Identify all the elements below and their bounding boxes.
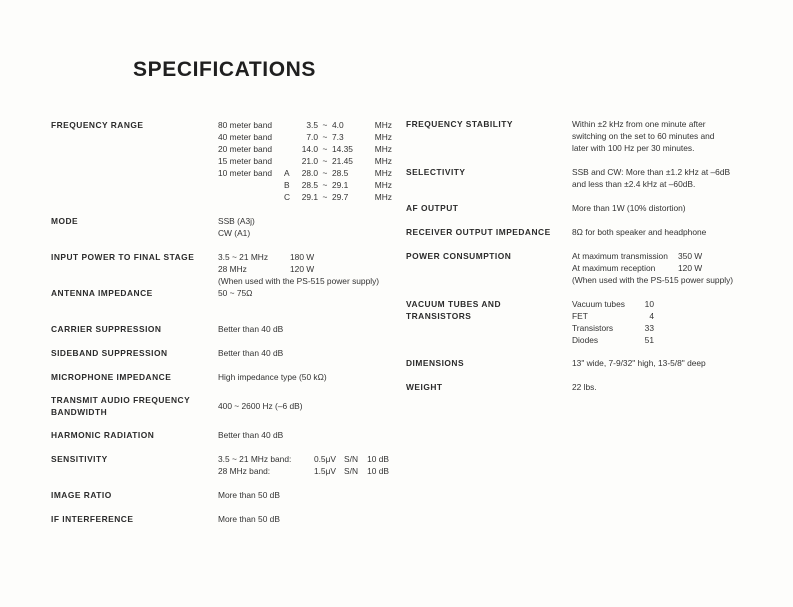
band-unit: MHz xyxy=(374,192,392,202)
frequency-range-label: FREQUENCY RANGE xyxy=(51,120,144,130)
transmit-audio-label-line: BANDWIDTH xyxy=(51,407,108,417)
band-separator: ~ xyxy=(322,156,328,166)
input-power-note: (When used with the PS-515 power supply) xyxy=(218,276,380,286)
vacuum-tubes-label xyxy=(406,298,501,322)
tube-row xyxy=(572,298,654,310)
band-segment: B xyxy=(284,180,290,190)
dimensions-value: 13" wide, 7-9/32" high, 13-5/8" deep xyxy=(572,358,706,368)
transmit-audio-label-line: TRANSMIT AUDIO FREQUENCY xyxy=(51,395,191,405)
dimensions-label: DIMENSIONS xyxy=(406,358,465,368)
transmit-audio-value: 400 ~ 2600 Hz (–6 dB) xyxy=(218,401,303,411)
sensitivity-level: 0.5μV xyxy=(313,454,336,464)
frequency-stability-line: later with 100 Hz per 30 minutes. xyxy=(572,143,695,153)
frequency-band-row xyxy=(218,191,392,203)
band-unit: MHz xyxy=(374,132,392,142)
band-low: 21.0 xyxy=(301,156,318,166)
band-high: 29.7 xyxy=(332,192,349,202)
band-name xyxy=(218,179,284,191)
page-title: SPECIFICATIONS xyxy=(133,58,317,81)
af-output-value: More than 1W (10% distortion) xyxy=(572,203,686,213)
sensitivity-sn: S/N xyxy=(344,454,358,464)
selectivity-line: SSB and CW: More than ±1.2 kHz at –6dB xyxy=(572,167,731,177)
sideband-suppression-label: SIDEBAND SUPPRESSION xyxy=(51,348,168,358)
band-name: 20 meter band xyxy=(218,144,273,154)
if-interference-label: IF INTERFERENCE xyxy=(51,514,134,524)
power-consumption-desc: At maximum reception xyxy=(572,263,656,273)
band-segment xyxy=(284,119,298,131)
frequency-band-row xyxy=(218,119,392,131)
input-power-freq: 3.5 ~ 21 MHz xyxy=(218,252,269,262)
mode-label: MODE xyxy=(51,216,79,226)
frequency-range-table xyxy=(218,119,392,203)
frequency-stability-value xyxy=(572,118,744,154)
vacuum-tubes-table xyxy=(572,298,654,346)
frequency-band-row xyxy=(218,179,392,191)
sensitivity-db: 10 dB xyxy=(367,466,389,476)
tube-name: Diodes xyxy=(572,335,599,345)
microphone-impedance-label: MICROPHONE IMPEDANCE xyxy=(51,372,172,382)
band-segment xyxy=(284,131,298,143)
input-power-row xyxy=(218,251,379,263)
receiver-output-impedance-value: 8Ω for both speaker and headphone xyxy=(572,227,707,237)
frequency-band-row xyxy=(218,155,392,167)
band-low: 29.1 xyxy=(301,192,318,202)
sensitivity-sn: S/N xyxy=(344,466,358,476)
band-name: 15 meter band xyxy=(218,156,273,166)
sensitivity-row xyxy=(218,453,389,465)
band-low: 28.0 xyxy=(301,168,318,178)
carrier-suppression-value: Better than 40 dB xyxy=(218,324,284,334)
band-segment xyxy=(284,155,298,167)
vacuum-tubes-label-line: VACUUM TUBES AND xyxy=(406,299,502,309)
carrier-suppression-label: CARRIER SUPPRESSION xyxy=(51,324,162,334)
selectivity-line: and less than ±2.4 kHz at –60dB. xyxy=(572,179,696,189)
receiver-output-impedance-label: RECEIVER OUTPUT IMPEDANCE xyxy=(406,227,551,237)
image-ratio-label: IMAGE RATIO xyxy=(51,490,112,500)
band-unit: MHz xyxy=(374,144,392,154)
band-separator: ~ xyxy=(322,132,328,142)
tube-count: 10 xyxy=(644,299,654,309)
band-separator: ~ xyxy=(322,192,328,202)
power-consumption-row xyxy=(572,250,733,262)
tube-count: 4 xyxy=(649,311,654,321)
harmonic-radiation-value: Better than 40 dB xyxy=(218,430,284,440)
input-power-freq: 28 MHz xyxy=(218,264,247,274)
frequency-band-row xyxy=(218,167,392,179)
tube-count: 33 xyxy=(644,323,654,333)
band-segment: C xyxy=(284,192,291,202)
band-high: 29.1 xyxy=(332,180,349,190)
band-separator: ~ xyxy=(322,168,328,178)
tube-row xyxy=(572,322,654,334)
tube-row xyxy=(572,334,654,346)
image-ratio-value: More than 50 dB xyxy=(218,490,280,500)
band-high: 7.3 xyxy=(332,132,344,142)
frequency-stability-label: FREQUENCY STABILITY xyxy=(406,119,513,129)
frequency-stability-line: Within ±2 kHz from one minute after xyxy=(572,119,706,129)
mode-line: CW (A1) xyxy=(218,228,251,238)
sensitivity-table xyxy=(218,453,389,477)
band-segment xyxy=(284,143,298,155)
transmit-audio-label xyxy=(51,394,190,418)
input-power-table xyxy=(218,251,379,287)
power-consumption-row xyxy=(572,262,733,274)
frequency-band-row xyxy=(218,143,392,155)
band-unit: MHz xyxy=(374,180,392,190)
frequency-stability-line: switching on the set to 60 minutes and xyxy=(572,131,715,141)
power-consumption-watts: 350 W xyxy=(678,251,703,261)
tube-name: FET xyxy=(572,311,588,321)
mode-line: SSB (A3j) xyxy=(218,216,255,226)
band-low: 14.0 xyxy=(301,144,318,154)
harmonic-radiation-label: HARMONIC RADIATION xyxy=(51,430,155,440)
band-unit: MHz xyxy=(374,156,392,166)
sensitivity-band: 28 MHz band: xyxy=(218,466,271,476)
selectivity-label: SELECTIVITY xyxy=(406,167,466,177)
mode-value xyxy=(218,215,255,239)
band-low: 28.5 xyxy=(301,180,318,190)
sensitivity-row xyxy=(218,465,389,477)
input-power-row xyxy=(218,263,379,275)
band-separator: ~ xyxy=(322,180,328,190)
selectivity-value xyxy=(572,166,730,190)
power-consumption-watts: 120 W xyxy=(678,263,703,273)
af-output-label: AF OUTPUT xyxy=(406,203,459,213)
band-separator: ~ xyxy=(322,120,328,130)
antenna-impedance-label: ANTENNA IMPEDANCE xyxy=(51,288,153,298)
weight-label: WEIGHT xyxy=(406,382,443,392)
sensitivity-band: 3.5 ~ 21 MHz band: xyxy=(218,454,292,464)
if-interference-value: More than 50 dB xyxy=(218,514,280,524)
weight-value: 22 lbs. xyxy=(572,382,597,392)
band-unit: MHz xyxy=(374,168,392,178)
tube-count: 51 xyxy=(644,335,654,345)
band-low: 3.5 xyxy=(306,120,318,130)
band-segment: A xyxy=(284,168,290,178)
input-power-watts: 120 W xyxy=(290,264,315,274)
sensitivity-db: 10 dB xyxy=(367,454,389,464)
band-high: 14.35 xyxy=(332,144,353,154)
vacuum-tubes-label-line: TRANSISTORS xyxy=(406,311,472,321)
input-power-label: INPUT POWER TO FINAL STAGE xyxy=(51,252,195,262)
input-power-watts: 180 W xyxy=(290,252,315,262)
band-name: 80 meter band xyxy=(218,120,273,130)
band-name xyxy=(218,191,284,203)
band-low: 7.0 xyxy=(306,132,318,142)
tube-name: Vacuum tubes xyxy=(572,299,625,309)
band-separator: ~ xyxy=(322,144,328,154)
power-consumption-label: POWER CONSUMPTION xyxy=(406,251,512,261)
power-consumption-table xyxy=(572,250,733,286)
sensitivity-label: SENSITIVITY xyxy=(51,454,108,464)
band-unit: MHz xyxy=(374,120,392,130)
sensitivity-level: 1.5μV xyxy=(313,466,336,476)
tube-name: Transistors xyxy=(572,323,614,333)
band-name: 10 meter band xyxy=(218,168,273,178)
microphone-impedance-value: High impedance type (50 kΩ) xyxy=(218,372,327,382)
band-high: 4.0 xyxy=(332,120,344,130)
band-high: 21.45 xyxy=(332,156,353,166)
power-consumption-note: (When used with the PS-515 power supply) xyxy=(572,275,734,285)
antenna-impedance-value: 50 ~ 75Ω xyxy=(218,288,253,298)
band-name: 40 meter band xyxy=(218,132,273,142)
tube-row xyxy=(572,310,654,322)
power-consumption-desc: At maximum transmission xyxy=(572,251,668,261)
sideband-suppression-value: Better than 40 dB xyxy=(218,348,284,358)
band-high: 28.5 xyxy=(332,168,349,178)
frequency-band-row xyxy=(218,131,392,143)
